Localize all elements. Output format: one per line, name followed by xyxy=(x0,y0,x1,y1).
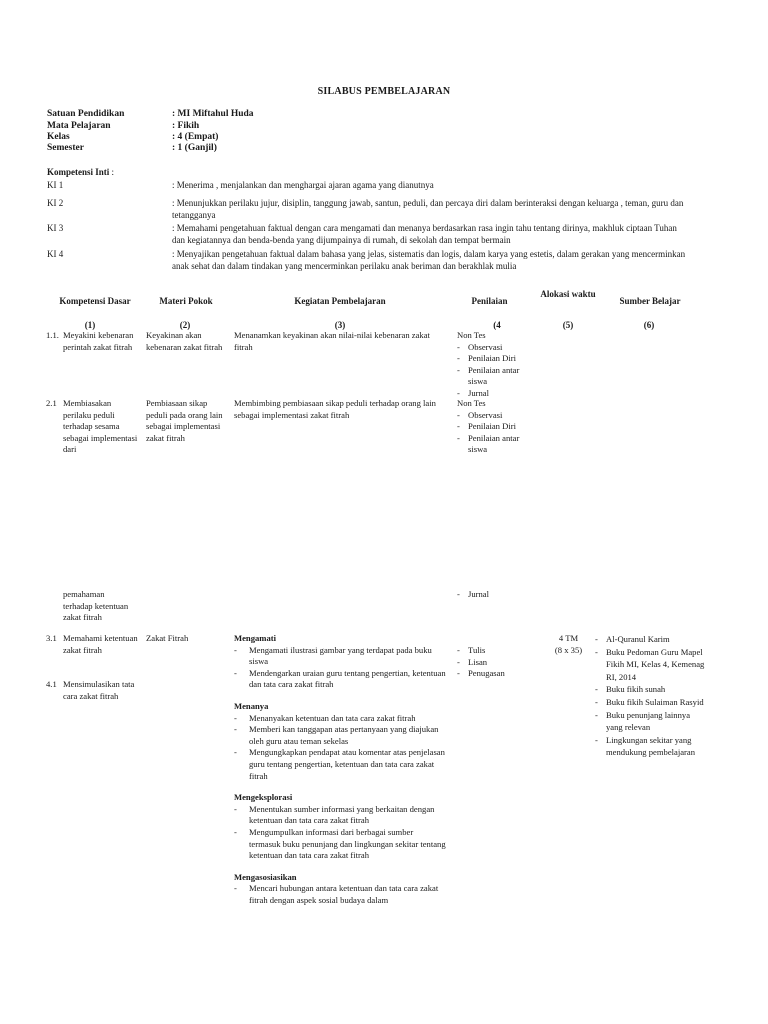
penilaian-cell xyxy=(457,398,532,456)
penilaian-cell xyxy=(457,330,532,400)
kegiatan-heading: Mengasosiasikan xyxy=(234,871,297,882)
identity-value: : 1 (Ganjil) xyxy=(172,143,217,153)
kegiatan-text: Menanamkan keyakinan akan nilai-nilai kebenaran zakat fitrah xyxy=(234,330,430,352)
sumber-item: - Lingkungan sekitar yang mendukung pembelajaran xyxy=(595,734,705,759)
kegiatan-item: - Mengungkapkan pendapat atau komentar atas penjelasan guru tentang pengertian, ketentuan dan tata cara zakat fitrah xyxy=(234,747,446,782)
penilaian-item: - Penugasan xyxy=(457,668,532,680)
penilaian-item: - Tulis xyxy=(457,645,532,657)
ki-text: : Menerima , menjalankan dan menghargai ajaran agama yang dianutnya xyxy=(172,180,434,190)
identity-value: : Fikih xyxy=(172,121,200,131)
kegiatan-text: Membimbing pembiasaan sikap peduli terhadap orang lain sebagai implementasi zakat fitrah xyxy=(234,398,436,420)
identity-label: Mata Pelajaran xyxy=(47,121,111,131)
penilaian-item: - Penilaian Diri xyxy=(457,421,532,433)
penilaian-item: - Penilaian antar siswa xyxy=(457,433,532,456)
identity-value: : 4 (Empat) xyxy=(172,132,219,142)
kegiatan-item: - Mendengarkan uraian guru tentang pengertian, ketentuan dan tata cara zakat fitrah xyxy=(234,668,446,691)
penilaian-head: Non Tes xyxy=(457,330,486,340)
kegiatan-item: - Mengamati ilustrasi gambar yang terdapat pada buku siswa xyxy=(234,645,446,668)
materi-text: Pembiasaan sikap peduli pada orang lain sebagai implementasi zakat fitrah xyxy=(146,398,223,443)
ki-code: KI 4 xyxy=(47,249,64,259)
column-number: (6) xyxy=(643,320,655,330)
kegiatan-item: - Memberi kan tanggapan atas pertanyaan yang diajukan oleh guru atau teman sekelas xyxy=(234,724,446,747)
identity-label: Satuan Pendidikan xyxy=(47,109,125,119)
sumber-item: - Buku Pedoman Guru Mapel Fikih MI, Kelas 4, Kemenag RI, 2014 xyxy=(595,646,705,684)
identity-label: Semester xyxy=(47,143,84,153)
materi-text: Zakat Fitrah xyxy=(146,633,189,643)
alokasi-cell xyxy=(541,633,596,656)
kd-text: Meyakini kebenaran perintah zakat fitrah xyxy=(63,330,134,352)
kd-text: Mensimulasikan tata cara zakat fitrah xyxy=(63,679,135,701)
ki-code: KI 3 xyxy=(47,223,64,233)
alokasi-tm: 4 TM xyxy=(558,633,579,643)
kegiatan-item: - Menanyakan ketentuan dan tata cara zakat fitrah xyxy=(234,713,446,725)
penilaian-item: - Jurnal xyxy=(457,388,532,400)
penilaian-head: Non Tes xyxy=(457,398,486,408)
header-penilaian: Penilaian xyxy=(471,296,508,306)
kd-number: 4.1 xyxy=(46,679,57,689)
penilaian-item: - Lisan xyxy=(457,657,532,669)
ki-code: KI 2 xyxy=(47,198,64,208)
penilaian-item: - Penilaian Diri xyxy=(457,353,532,365)
ki-heading-text: Kompetensi Inti xyxy=(47,167,110,177)
header-kompetensi-dasar: Kompetensi Dasar xyxy=(59,296,131,306)
ki-text: : Menunjukkan perilaku jujur, disiplin, tanggung jawab, santun, peduli, dan percaya diri dalam berinteraksi dengan keluarga , teman, guru dan tetangganya xyxy=(172,198,684,221)
column-number: (3) xyxy=(334,320,346,330)
penilaian-item: - Observasi xyxy=(457,410,532,422)
ki-text: : Memahami pengetahuan faktual dengan cara mengamati dan menanya berdasarkan rasa ingin tahu tentang dirinya, makhluk ciptaan Tuhan dan kegiatannya dan benda-benda yang dijumpainya di rumah, di sekolah dan tempat bermain xyxy=(172,223,677,246)
kegiatan-heading: Mengamati xyxy=(234,633,277,643)
ki-code: KI 1 xyxy=(47,180,64,190)
penilaian-item: - Observasi xyxy=(457,342,532,354)
sumber-item: - Buku fikih sunah xyxy=(595,683,705,696)
ki-heading-colon: : xyxy=(109,167,115,177)
penilaian-item: - Jurnal xyxy=(457,589,532,601)
sumber-cell xyxy=(595,633,705,759)
column-number: (4 xyxy=(493,320,501,330)
kegiatan-item: - Menentukan sumber informasi yang berkaitan dengan ketentuan dan tata cara zakat fitrah xyxy=(234,804,446,827)
identity-label: Kelas xyxy=(47,132,70,142)
sumber-item: - Buku fikih Sulaiman Rasyid xyxy=(595,696,705,709)
column-number: (5) xyxy=(562,320,574,330)
column-number: (1) xyxy=(84,320,96,330)
header-materi-pokok: Materi Pokok xyxy=(159,296,213,306)
identity-value: : MI Miftahul Huda xyxy=(172,109,254,119)
kegiatan-item: - Mengumpulkan informasi dari berbagai sumber termasuk buku penunjang dan lingkungan sekitar tentang ketentuan dan tata cara zakat fitrah xyxy=(234,827,446,862)
kd-text: Memahami ketentuan zakat fitrah xyxy=(63,633,138,655)
penilaian-cell xyxy=(457,589,532,601)
kegiatan-heading: Menanya xyxy=(234,700,269,711)
header-sumber: Sumber Belajar xyxy=(619,296,681,306)
header-alokasi: Alokasi waktu xyxy=(540,289,596,299)
header-kegiatan: Kegiatan Pembelajaran xyxy=(294,296,386,306)
kegiatan-heading: Mengeksplorasi xyxy=(234,792,293,803)
alokasi-minutes: (8 x 35) xyxy=(554,644,583,655)
kd-number: 2.1 xyxy=(46,398,57,408)
kd-number: 3.1 xyxy=(46,633,57,643)
kegiatan-item: - Mencari hubungan antara ketentuan dan tata cara zakat fitrah dengan aspek sosial budaya dalam xyxy=(234,883,446,906)
ki-heading xyxy=(47,166,114,178)
sumber-item: - Buku penunjang lainnya yang relevan xyxy=(595,709,705,734)
kd-text: pemahaman terhadap ketentuan zakat fitrah xyxy=(63,589,129,623)
materi-text: Keyakinan akan kebenaran zakat fitrah xyxy=(146,330,223,352)
kd-text: Membiasakan perilaku peduli terhadap sesama sebagai implementasi dari xyxy=(63,398,138,455)
kegiatan-cell xyxy=(234,633,446,906)
page-title: SILABUS PEMBELAJARAN xyxy=(317,86,451,97)
kd-number: 1.1. xyxy=(46,330,59,340)
ki-text: : Menyajikan pengetahuan faktual dalam bahasa yang jelas, sistematis dan logis, dalam karya yang estetis, dalam gerakan yang mencerminkan anak sehat dan dalam tindakan yang mencerminkan perilaku anak beriman dan berakhlak mulia xyxy=(172,249,686,272)
sumber-item: - Al-Quranul Karim xyxy=(595,633,705,646)
penilaian-item: - Penilaian antar siswa xyxy=(457,365,532,388)
column-number: (2) xyxy=(179,320,191,330)
penilaian-cell xyxy=(457,645,532,680)
